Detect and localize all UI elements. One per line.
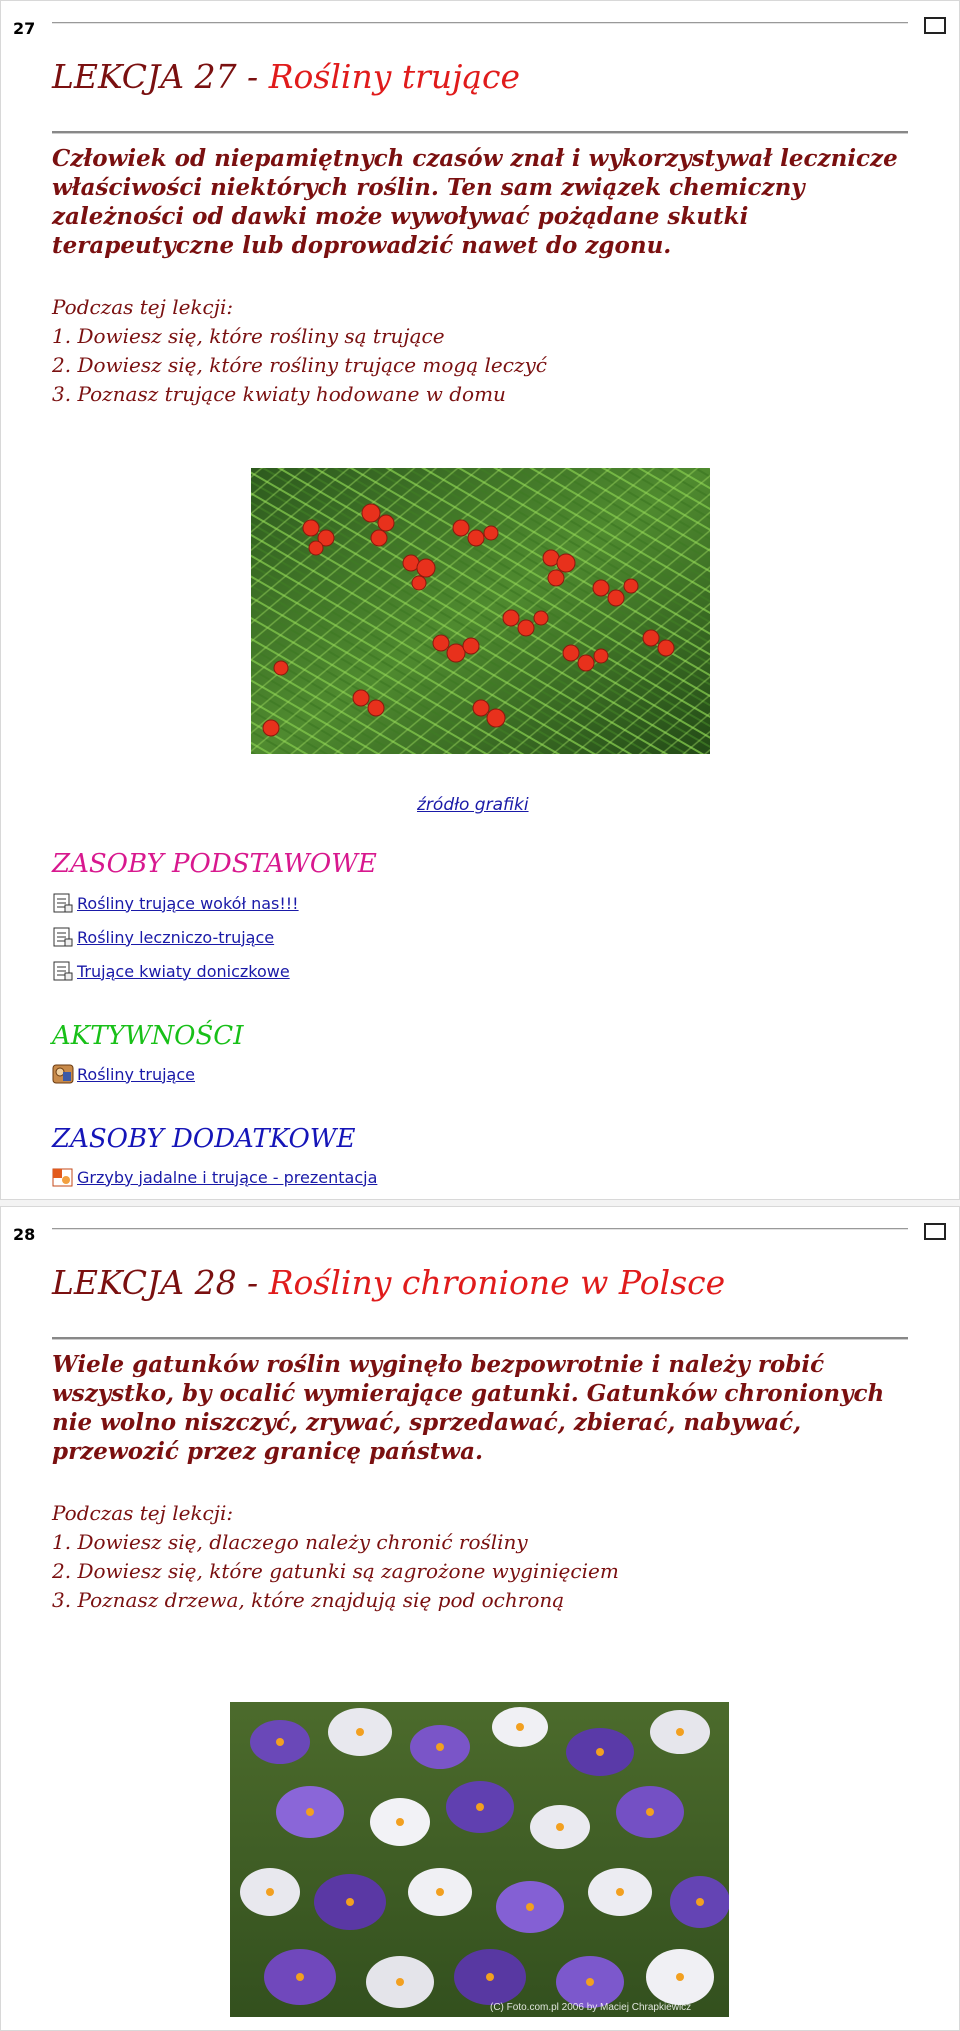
lesson-title-main: Rośliny trujące — [268, 57, 521, 96]
goal-item: 2. Dowiesz się, które gatunki są zagrożone wyginięciem — [52, 1559, 619, 1583]
powerpoint-icon — [52, 1167, 74, 1187]
lesson-title — [52, 57, 520, 96]
resource-link[interactable]: Rośliny leczniczo-trujące — [77, 927, 275, 947]
yew-photo — [251, 468, 710, 754]
goals-heading: Podczas tej lekcji: — [52, 295, 234, 319]
lesson-title-prefix: LEKCJA 27 - — [52, 57, 269, 96]
goal-item: 1. Dowiesz się, dlaczego należy chronić rośliny — [52, 1530, 528, 1554]
section-divider — [52, 22, 908, 24]
basic-resources-heading: ZASOBY PODSTAWOWE — [52, 849, 377, 879]
goal-item: 2. Dowiesz się, które rośliny trujące mogą leczyć — [52, 353, 547, 377]
goal-item: 3. Poznasz drzewa, które znajdują się pod ochroną — [52, 1588, 565, 1612]
resource-item[interactable] — [52, 960, 290, 982]
image-source-link[interactable]: źródło grafiki — [417, 795, 529, 815]
crocus-photo-image — [230, 1702, 729, 2017]
activity-item[interactable] — [52, 1063, 195, 1085]
yew-photo-image — [251, 468, 710, 754]
section-divider — [52, 1228, 908, 1230]
page-icon — [52, 961, 74, 981]
photo-watermark: (C) Foto.com.pl 2006 by Maciej Chrapkiewicz — [490, 2002, 692, 2013]
resource-item[interactable] — [52, 1166, 377, 1188]
resource-link[interactable]: Trujące kwiaty doniczkowe — [77, 961, 290, 981]
goals-heading: Podczas tej lekcji: — [52, 1501, 234, 1525]
title-divider — [52, 131, 908, 134]
section-number: 27 — [13, 19, 36, 38]
resource-link[interactable]: Grzyby jadalne i trujące - prezentacja — [77, 1167, 378, 1187]
completion-checkbox[interactable] — [924, 1223, 946, 1240]
lesson-28-section — [0, 1206, 960, 2031]
page-icon — [52, 893, 74, 913]
lesson-title-main: Rośliny chronione w Polsce — [268, 1263, 726, 1302]
lesson-title — [52, 1263, 725, 1302]
extra-resources-heading: ZASOBY DODATKOWE — [52, 1124, 356, 1154]
resource-item[interactable] — [52, 892, 299, 914]
section-number: 28 — [13, 1225, 36, 1244]
lesson-intro: Człowiek od niepamiętnych czasów znał i wykorzystywał lecznicze właściwości niektórych roślin. Ten sam związek chemiczny zależności od dawki może wywoływać pożądane skutki terapeutyczne lub doprowadzić nawet do zgonu. — [52, 145, 898, 259]
completion-checkbox[interactable] — [924, 17, 946, 34]
activities-heading: AKTYWNOŚCI — [52, 1021, 244, 1051]
page-icon — [52, 927, 74, 947]
title-divider — [52, 1337, 908, 1340]
lesson-goals — [52, 1499, 912, 1615]
lesson-title-prefix: LEKCJA 28 - — [52, 1263, 269, 1302]
resource-item[interactable] — [52, 926, 274, 948]
activity-icon — [52, 1064, 74, 1084]
goal-item: 3. Poznasz trujące kwiaty hodowane w domu — [52, 382, 506, 406]
goal-item: 1. Dowiesz się, które rośliny są trujące — [52, 324, 445, 348]
lesson-goals — [52, 293, 912, 409]
lesson-intro: Wiele gatunków roślin wyginęło bezpowrotnie i należy robić wszystko, by ocalić wymierające gatunki. Gatunków chronionych nie wolno niszczyć, zrywać, sprzedawać, zbierać, nabywać, przewozić przez granicę państwa. — [52, 1351, 885, 1465]
resource-link[interactable]: Rośliny trujące wokół nas!!! — [77, 893, 299, 913]
activity-link[interactable]: Rośliny trujące — [77, 1064, 195, 1084]
crocus-photo — [230, 1702, 729, 2017]
